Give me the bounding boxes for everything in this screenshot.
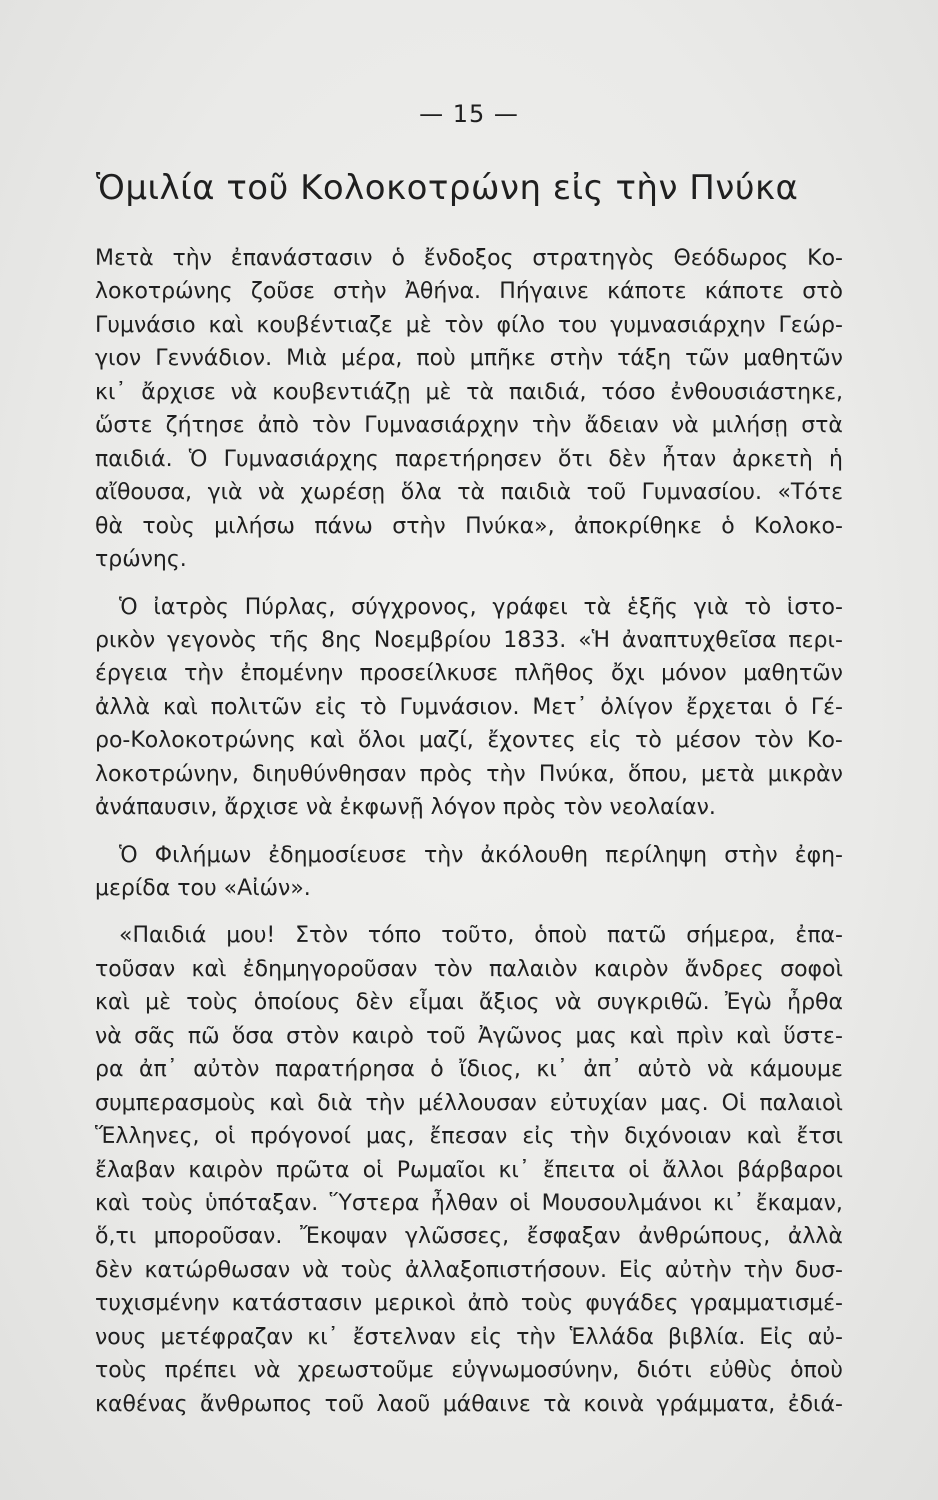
body-text [95, 242, 843, 1421]
text-line: καὶ τοὺς ὑπόταξαν. Ὕστερα ἦλθαν οἱ Μουσουλμάνοι κι᾿ ἔκαμαν, [95, 1190, 843, 1216]
text-line: συμπερασμοὺς καὶ διὰ τὴν μέλλουσαν εὐτυχίαν μας. Οἱ παλαιοὶ [95, 1090, 843, 1116]
text-line: καὶ μὲ τοὺς ὁποίους δὲν εἶμαι ἄξιος νὰ συγκριθῶ. Ἐγὼ ἦρθα [95, 990, 843, 1016]
text-line: ρικὸν γεγονὸς τῆς 8ης Νοεμβρίου 1833. «Ἡ ἀναπτυχθεῖσα περι- [95, 627, 843, 653]
text-line: ρα ἀπ᾿ αὐτὸν παρατήρησα ὁ ἴδιος, κι᾿ ἀπ᾿ αὐτὸ νὰ κάμουμε [95, 1057, 843, 1083]
text-line: «Παιδιά μου! Στὸν τόπο τοῦτο, ὁποὺ πατῶ σήμερα, ἐπα- [119, 923, 843, 949]
text-line: ἀνάπαυσιν, ἄρχισε νὰ ἐκφωνῇ λόγον πρὸς τὸν νεολαίαν. [95, 795, 716, 821]
paragraph-1 [95, 242, 843, 577]
text-line: τυχισμένην κατάστασιν μερικοὶ ἀπὸ τοὺς φυγάδες γραμματισμέ- [95, 1291, 843, 1317]
text-line: νους μετέφραζαν κι᾿ ἔστελναν εἰς τὴν Ἑλλάδα βιβλία. Εἰς αὐ- [95, 1324, 843, 1350]
text-line: ἀλλὰ καὶ πολιτῶν εἰς τὸ Γυμνάσιον. Μετ᾿ ὀλίγον ἔρχεται ὁ Γέ- [95, 694, 843, 720]
chapter-title: Ὁμιλία τοῦ Κολοκοτρώνη εἰς τὴν Πνύκα [96, 168, 799, 208]
text-line: Ἕλληνες, οἱ πρόγονοί μας, ἔπεσαν εἰς τὴν διχόνοιαν καὶ ἔτσι [95, 1124, 843, 1150]
text-line: λοκοτρώνην, διηυθύνθησαν πρὸς τὴν Πνύκα, ὅπου, μετὰ μικρὰν [95, 761, 843, 787]
text-line: Ὁ Φιλήμων ἐδημοσίευσε τὴν ἀκόλουθη περίληψη στὴν ἐφη- [119, 842, 843, 868]
text-line: τοῦσαν καὶ ἐδημηγοροῦσαν τὸν παλαιὸν καιρὸν ἄνδρες σοφοὶ [95, 956, 843, 982]
text-line: νὰ σᾶς πῶ ὅσα στὸν καιρὸ τοῦ Ἀγῶνος μας καὶ πρὶν καὶ ὕστε- [95, 1023, 843, 1049]
text-line: δὲν κατώρθωσαν νὰ τοὺς ἀλλαξοπιστήσουν. Εἰς αὐτὴν τὴν δυσ- [95, 1257, 843, 1283]
text-line: ρο-Κολοκοτρώνης καὶ ὅλοι μαζί, ἔχοντες εἰς τὸ μέσον τὸν Κο- [95, 728, 843, 754]
text-line: αἴθουσα, γιὰ νὰ χωρέσῃ ὅλα τὰ παιδιὰ τοῦ Γυμνασίου. «Τότε [95, 480, 843, 506]
page-number: — 15 — [419, 100, 519, 128]
text-line: λοκοτρώνης ζοῦσε στὴν Ἀθήνα. Πήγαινε κάποτε κάποτε στὸ [95, 279, 843, 305]
text-line: μερίδα του «Αἰών». [95, 876, 311, 901]
text-line: ὅ,τι μποροῦσαν. Ἔκοψαν γλῶσσες, ἔσφαξαν ἀνθρώπους, ἀλλὰ [95, 1224, 843, 1250]
text-line: τρώνης. [95, 546, 187, 572]
paragraph-4 [95, 919, 843, 1421]
text-line: κι᾿ ἄρχισε νὰ κουβεντιάζῃ μὲ τὰ παιδιά, τόσο ἐνθουσιάστηκε, [95, 379, 843, 405]
text-line: τοὺς πρέπει νὰ χρεωστοῦμε εὐγνωμοσύνην, διότι εὐθὺς ὁποὺ [95, 1358, 843, 1384]
text-line: γιον Γεννάδιον. Μιὰ μέρα, ποὺ μπῆκε στὴν τάξη τῶν μαθητῶν [95, 346, 843, 372]
text-line: θὰ τοὺς μιλήσω πάνω στὴν Πνύκα», ἀποκρίθηκε ὁ Κολοκο- [95, 513, 843, 539]
text-line: ἔλαβαν καιρὸν πρῶτα οἱ Ρωμαῖοι κι᾿ ἔπειτα οἱ ἄλλοι βάρβαροι [95, 1157, 843, 1183]
paragraph-3 [95, 839, 843, 906]
text-line: Ὁ ἰατρὸς Πύρλας, σύγχρονος, γράφει τὰ ἑξῆς γιὰ τὸ ἱστο- [119, 594, 843, 620]
paragraph-2 [95, 591, 843, 825]
text-line: Μετὰ τὴν ἐπανάστασιν ὁ ἔνδοξος στρατηγὸς Θεόδωρος Κο- [95, 246, 843, 271]
text-line: παιδιά. Ὁ Γυμνασιάρχης παρετήρησεν ὅτι δὲν ἦταν ἀρκετὴ ἡ [95, 446, 843, 472]
text-line: καθένας ἄνθρωπος τοῦ λαοῦ μάθαινε τὰ κοινὰ γράμματα, ἐδιά- [95, 1391, 843, 1417]
text-line: Γυμνάσιο καὶ κουβέντιαζε μὲ τὸν φίλο του γυμνασιάρχην Γεώρ- [95, 312, 843, 338]
text-line: ὥστε ζήτησε ἀπὸ τὸν Γυμνασιάρχην τὴν ἄδειαν νὰ μιλήσῃ στὰ [95, 413, 843, 439]
text-line: έργεια τὴν ἐπομένην προσείλκυσε πλῆθος ὄχι μόνον μαθητῶν [95, 661, 843, 687]
